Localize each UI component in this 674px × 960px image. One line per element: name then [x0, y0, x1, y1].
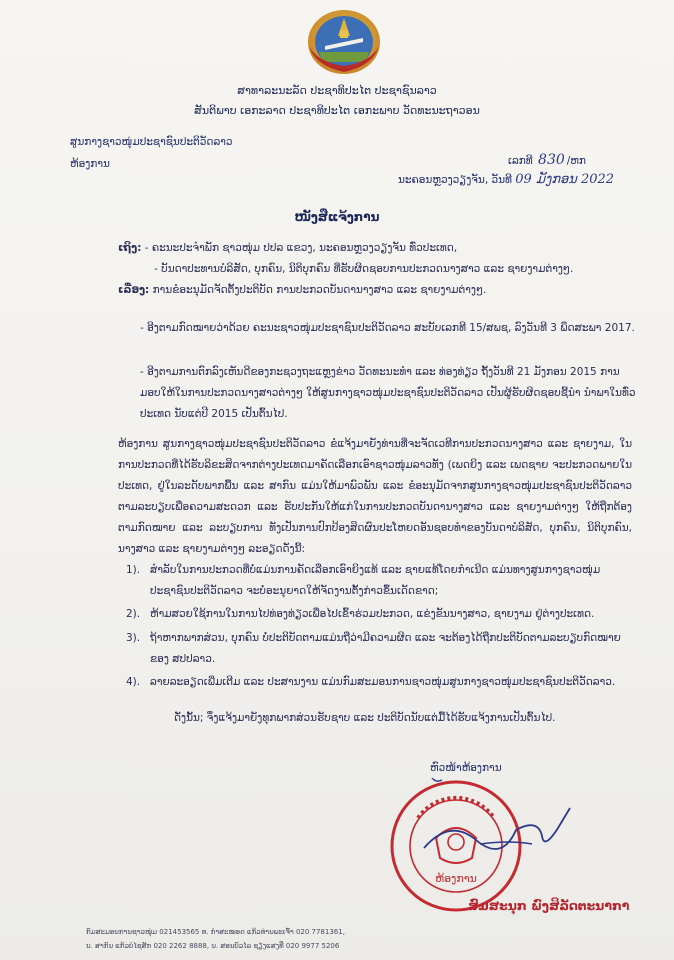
list-item-text: ລາຍລະອຽດເພີ່ມເຕີມ ແລະ ປະສານງານ ແມ່ນກົມສະມອນການຊາວໜຸ່ມສູນກາງຊາວໜຸ່ມປະຊາຊົນປະຕິວັດລາວ.: [150, 676, 616, 688]
list-item-number: 2).: [126, 608, 141, 620]
list-item-number: 3).: [126, 632, 141, 644]
recipients-label: ເຖິງ:: [118, 242, 142, 254]
list-item: [126, 672, 630, 693]
recipient-line-2: - ບັນດາປະທານບໍລິສັດ, ບຸກຄົນ, ນິຕິບຸກຄົນ ທີ່ຮັບຜິດຊອບການປະກວດນາງສາວ ແລະ ຊາຍງາມຕ່າງໆ.: [154, 263, 574, 275]
list-item-text: ຫ້າມສວຍໃຊ້ການໃນການໄປທ່ອງທ່ຽວເພື່ອໄປເຂົ້າຮ່ວມປະກວດ, ແຂ່ງຂັນນາງສາວ, ຊາຍງາມ ຢູ່ຕ່າງປະເທດ.: [150, 608, 595, 620]
header-republic: ສາທາລະນະລັດ ປະຊາທິປະໄຕ ປະຊາຊົນລາວ: [237, 84, 437, 97]
list-item-text: ຖ້າຫາກພາກສ່ວນ, ບຸກຄົນ ບໍ່ປະຕິບັດຕາມແມ່ນຖືວ່າມີຄວາມຜິດ ແລະ ຈະຕ້ອງໄດ້ຖືກປະຕິບັດຕາມລະບຽບກົດໝາຍ ຂອງ ສປປລາວ.: [150, 632, 621, 665]
footer-contact-line-1: ກົມສະມອນການຊາວໜຸ່ມ 021453565 ທ. ກໍາສະໝອດ ແກ້ວທ່ານພະເຈົ້າ 020 7781361,: [86, 928, 345, 936]
legal-reference-2: - ອີງຕາມການຕົກລົງເຫັນດີຂອງກະຊວງຖະແຫຼງຂ່າວ ວັດທະນະທໍາ ແລະ ທ່ອງທ່ຽວ ຖັ້ງວັນທີ 21 ມັງກອນ 2015 ການມອບໃຫ້ໃນການປະກວດນາງສາວຕ່າງໆ ໃຫ້ສູນກາງຊາວໜຸ່ມປະຊາຊົນປະຕິວັດລາວ ເປັນຜູ້ຮັບຜິດຊອບຊີ້ນໍາ ນໍາພາໃນທົ່ວປະເທດ ນັບແຕ່ປີ 2015 ເປັນຕົ້ນໄປ.: [140, 366, 636, 420]
reference-number-suffix: /ຫກ: [566, 155, 586, 167]
handwritten-signature-icon: [420, 778, 600, 868]
list-item: [126, 604, 630, 625]
date-label: ນະຄອນຫຼວງວຽງຈັນ, ວັນທີ: [398, 174, 512, 186]
signatory-title: ຫົວໜ້າຫ້ອງການ: [430, 762, 502, 774]
date-value: 09 ມັງກອນ 2022: [515, 172, 615, 187]
document-date: [398, 172, 614, 187]
closing-statement: ດັ່ງນັ້ນ; ຈຶ່ງແຈ້ງມາຍັງທຸກພາກສ່ວນຮັບຊາບ ແລະ ປະຕິບັດນັບແຕ່ມື້ໄດ້ຮັບແຈ້ງການເປັນຕົ້ນໄປ.: [174, 712, 556, 724]
list-item: [126, 560, 630, 602]
recipients: [118, 238, 618, 280]
document-title: ໜັງສືແຈ້ງການ: [294, 210, 380, 224]
stamp-text: ຫ້ອງການ: [435, 872, 477, 885]
recipient-line-1: - ຄະນະປະຈໍາພັກ ຊາວໜຸ່ມ ປປລ ແຂວງ, ນະຄອນຫຼວງວຽງຈັນ ທົ່ວປະເທດ,: [144, 242, 458, 254]
reference-number-value: 830: [538, 152, 565, 168]
subject: [118, 280, 638, 301]
subject-label: ເລື່ອງ:: [118, 284, 150, 296]
subject-text: ການຂໍອະນຸມັດຈັດຕັ້ງປະຕິບັດ ການປະກວດບັນດານາງສາວ ແລະ ຊາຍງາມຕ່າງໆ.: [152, 284, 487, 296]
footer-contact-line-2: ນ. ສາກົນ ແກ້ວບໍໄຊສັກ 020 2262 8888, ນ. ສອນບົວໄລ ຊຽງແສງທີ່ 020 9977 5206: [86, 942, 340, 950]
list-item-number: 1).: [126, 564, 141, 576]
signer-name: ສົມສະນຸກ ພົງສິລັດຕະນາກາ: [468, 898, 630, 913]
sender-organization: ສູນກາງຊາວໜຸ່ມປະຊາຊົນປະຕິວັດລາວ: [70, 136, 233, 148]
reference-number: [508, 152, 586, 168]
list-item-text: ສໍາລັບໃນການປະກວດທີ່ບໍ່ແມ່ນການຄັດເລືອກເອົາຍິງແທ້ ແລະ ຊາຍແທ້ໂດຍກໍາເນີດ ແມ່ນທາງສູນກາງຊາວໜຸ່ມປະຊາຊົນປະຕິວັດລາວ ຈະບໍ່ອະນຸຍາດໃຫ້ຈັດງານຕັ້ງກ່າວຂຶ້ນເດັດຂາດ;: [150, 564, 601, 597]
reference-number-label: ເລກທີ: [508, 155, 533, 167]
legal-reference-1: - ອີງຕາມກົດໝາຍວ່າດ້ວຍ ຄະນະຊາວໜຸ່ມປະຊາຊົນປະຕິວັດລາວ ສະບັບເລກທີ 15/ສພຊ, ລົງວັນທີ 3 ພຶດສະພາ 2017.: [140, 322, 635, 334]
sender-department: ຫ້ອງການ: [70, 158, 110, 170]
header-motto: ສັນຕິພາບ ເອກະລາດ ປະຊາທິປະໄຕ ເອກະພາບ ວັດທະນະຖາວອນ: [194, 104, 480, 117]
national-emblem-icon: [305, 6, 383, 76]
list-item-number: 4).: [126, 676, 141, 688]
body-paragraph: ຫ້ອງການ ສູນກາງຊາວໜຸ່ມປະຊາຊົນປະຕິວັດລາວ ຂໍແຈ້ງມາຍັງທ່ານທີ່ຈະຈັດເວທີການປະກວດນາງສາວ ແລະ ຊາຍງາມ, ໃນການປະກວດທີ່ໄດ້ຮັບລິຂະສິດຈາກຕ່າງປະເທດມາຄັດເລືອກເອົາຊາວໜຸ່ມລາວທັງ (ເພດຍິງ ແລະ ເພດຊາຍ ຈະປະກວດພາຍໃນປະເທດ, ຢູ່ໃນລະດັບພາກພື້ນ ແລະ ສາກົນ ແມ່ນໃຫ້ມາພົວພັນ ແລະ ຂໍອະນຸມັດຈາກສູນກາງຊາວໜຸ່ມປະຊາຊົນປະຕິວັດລາວຕາມລະບຽບເພື່ອຄວາມສະດວກ ແລະ ຮັບປະກັນໃຫ້ແກ່ໃນການປະກວດບັນດານາງສາວ ແລະ ຊາຍງາມຕ່າງໆ ໃຫ້ຖືກຕ້ອງຕາມກົດໝາຍ ແລະ ລະບຽບການ ທັງເປັນການປົກປ້ອງສິດຜົນປະໂຫຍດອັນຊອບທໍາຂອງບັນດາບໍລິສັດ, ບຸກຄົນ, ນິຕິບຸກຄົນ, ນາງສາວ ແລະ ຊາຍງາມຕ່າງໆ ລະອຽດດັ່ງນີ້:: [118, 438, 632, 555]
list-item: [126, 628, 630, 670]
